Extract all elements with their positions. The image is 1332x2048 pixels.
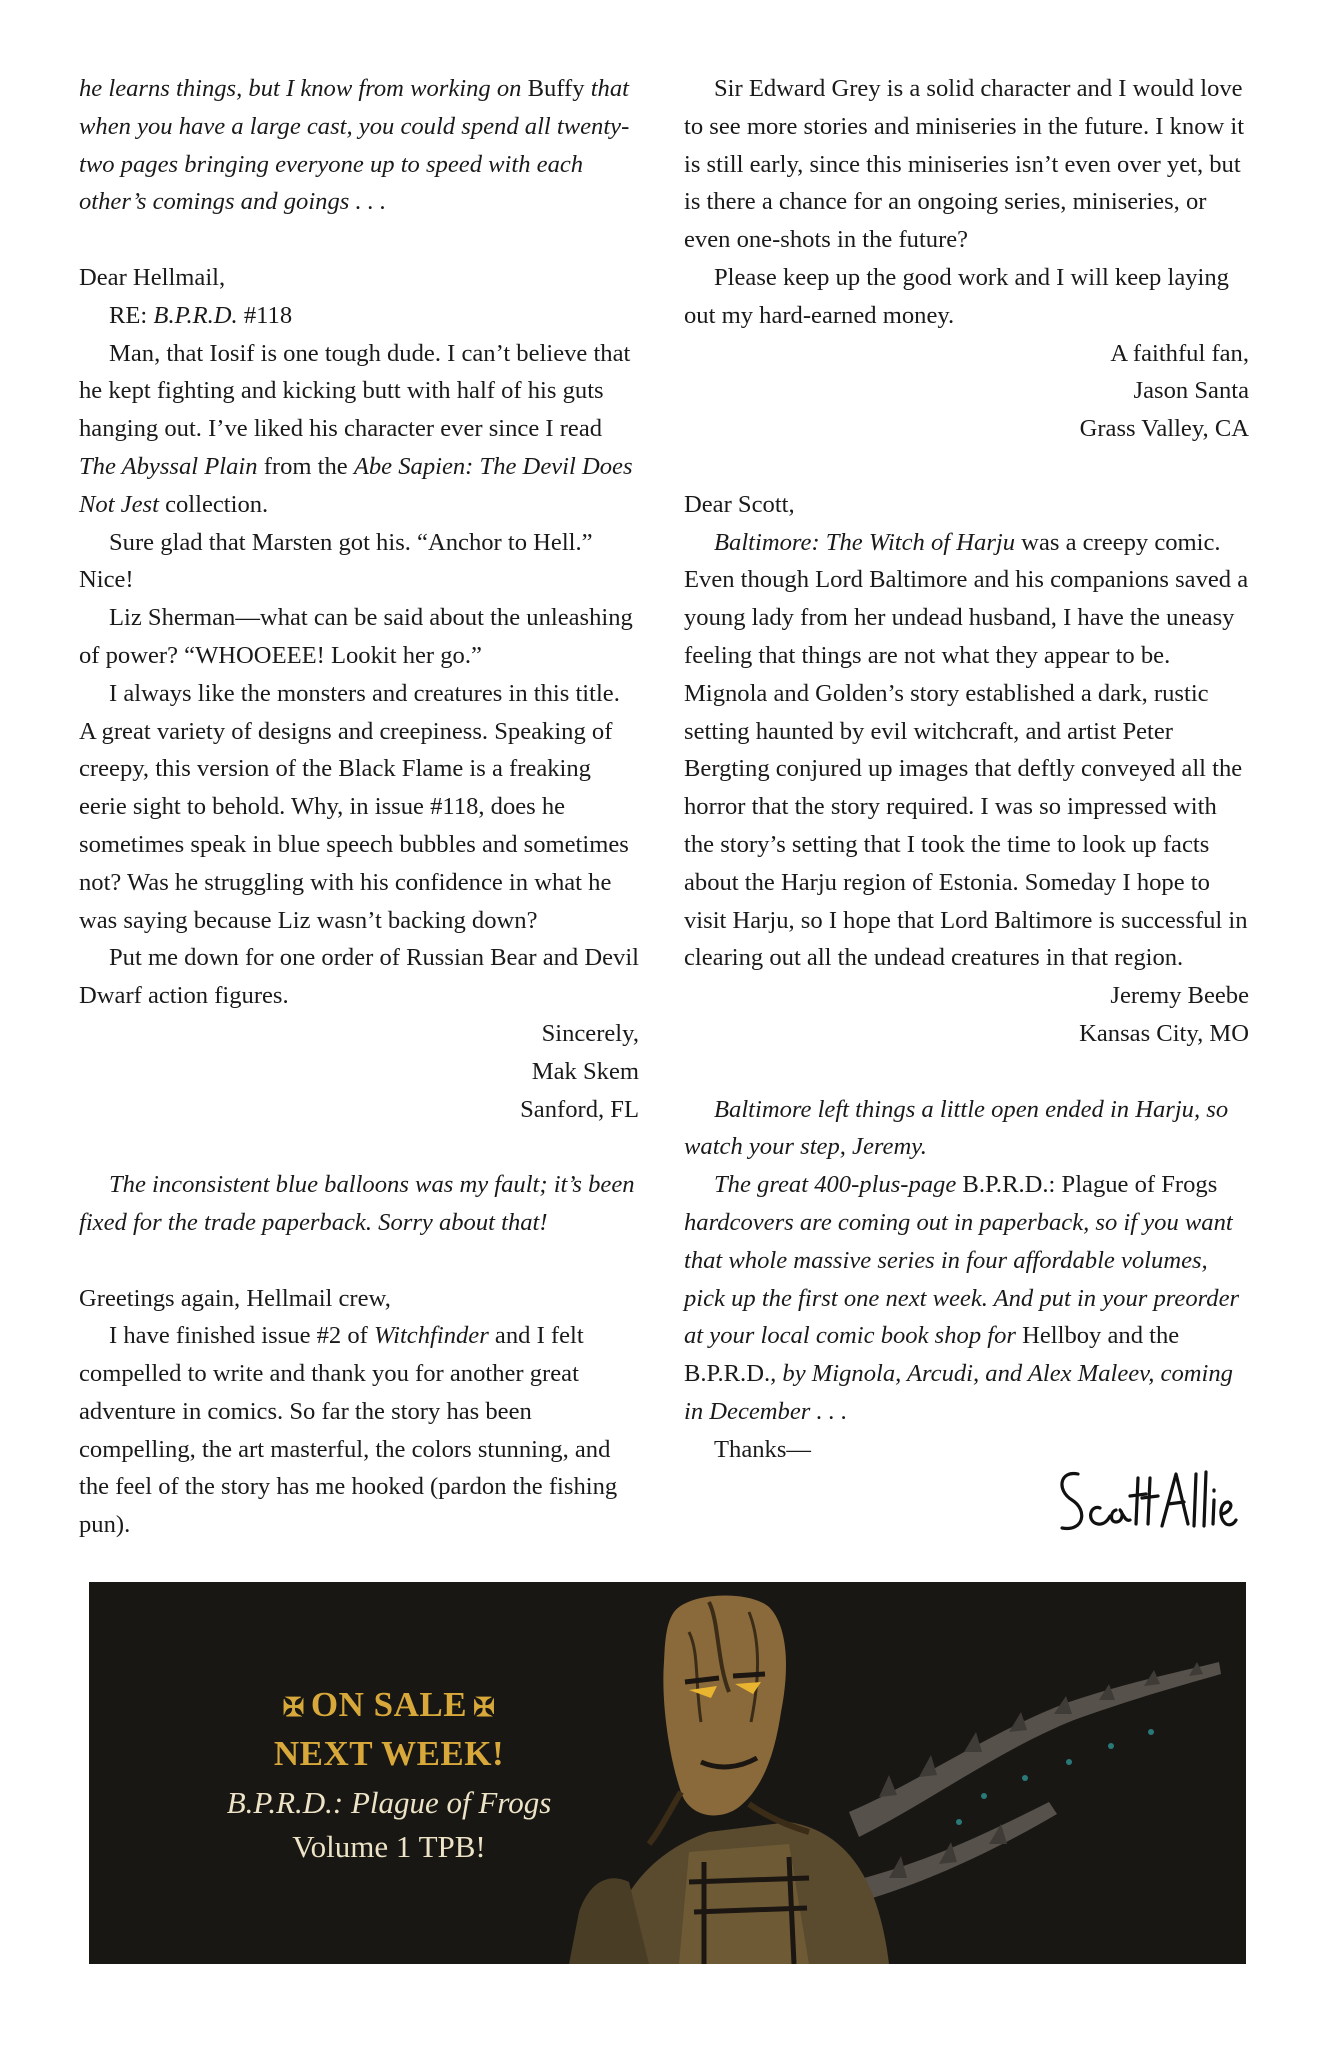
letter3-author-name: Jeremy Beebe	[1110, 982, 1249, 1010]
letter1-salutation: Dear Hellmail,	[79, 263, 226, 291]
letter1-author-location: Sanford, FL	[520, 1095, 639, 1123]
letter1-paragraph-1: Man, that Iosif is one tough dude. I can’t believe that he kept fighting and kicking butt with half of his guts hanging out. I’ve liked his character ever since I read The Abyssal Plain from the Abe Sapien: The Devil Does Not Jest collection.	[79, 339, 633, 518]
letter1-paragraph-5: Put me down for one order of Russian Bear and Devil Dwarf action figures.	[79, 944, 640, 1010]
letter1-paragraph-2: Sure glad that Marsten got his. “Anchor to Hell.” Nice!	[79, 528, 593, 594]
letter2-paragraph-2: Sir Edward Grey is a solid character and I would love to see more stories and miniseries in the future. I know it is still early, since this miniseries isn’t even over yet, but is there a chance for an ongoing series, miniseries, or even one-shots in the future?	[684, 75, 1245, 254]
editor-reply-1: he learns things, but I know from working on Buffy that when you have a large cast, you could spend all twenty-two pages bringing everyone up to speed with each other’s comings and goings . . .	[79, 75, 630, 216]
letter2-salutation: Greetings again, Hellmail crew,	[79, 1284, 391, 1312]
letter2-author-location: Grass Valley, CA	[1079, 415, 1249, 443]
letter1-paragraph-4: I always like the monsters and creatures in this title. A great variety of designs and creepiness. Speaking of creepy, this version of the Black Flame is a freaking eerie sight to behold. Why, in issue #118, does he sometimes speak in blue speech bubbles and sometimes not? Was he struggling with his confidence in what he was saying because Liz wasn’t backing down?	[79, 679, 629, 934]
promo-text	[179, 1682, 599, 1869]
promo-line-on-sale: ✠ ON SALE ✠	[282, 1685, 496, 1724]
letter1-author-name: Mak Skem	[531, 1057, 639, 1085]
left-column	[79, 70, 639, 1544]
letter1-paragraph-3: Liz Sherman—what can be said about the unleashing of power? “WHOOEEE! Lookit her go.”	[79, 604, 633, 669]
editor-reply-3-paragraph-2: The great 400-plus-page B.P.R.D.: Plague of Frogs hardcovers are coming out in paperback, so if you want that whole massive series in four affordable volumes, pick up the first one next week. And put in your preorder at your local comic book shop for Hellboy and the B.P.R.D., by Mignola, Arcudi, and Alex Maleev, coming in December . . .	[684, 1171, 1240, 1425]
promo-banner	[89, 1582, 1246, 1964]
maltese-cross-icon: ✠	[473, 1693, 496, 1722]
letter2-closing: A faithful fan,	[1110, 339, 1249, 367]
promo-line-title: B.P.R.D.: Plague of Frogs	[226, 1785, 552, 1820]
letter2-author-name: Jason Santa	[1133, 377, 1249, 405]
letter1-re-line: RE: B.P.R.D. #118	[109, 301, 293, 329]
letter3-paragraph-1: Baltimore: The Witch of Harju was a creepy comic. Even though Lord Baltimore and his companions saved a young lady from her undead husband, I have the uneasy feeling that things are not what they appear to be. Mignola and Golden’s story established a dark, rustic setting haunted by evil witchcraft, and artist Peter Bergting conjured up images that deftly conveyed all the horror that the story required. I was so impressed with the story’s setting that I took the time to look up facts about the Harju region of Estonia. Someday I hope to visit Harju, so I hope that Lord Baltimore is successful in clearing out all the undead creatures in that region.	[684, 528, 1249, 972]
letter3-salutation: Dear Scott,	[684, 490, 795, 518]
editor-thanks: Thanks—	[714, 1435, 811, 1463]
letter2-paragraph-1: I have finished issue #2 of Witchfinder and I felt compelled to write and thank you for another great adventure in comics. So far the story has been compelling, the art masterful, the colors stunning, and the feel of the story has me hooked (pardon the fishing pun).	[79, 1322, 618, 1539]
letter1-closing: Sincerely,	[541, 1019, 639, 1047]
editor-signature	[1050, 1460, 1240, 1555]
promo-line-next-week: NEXT WEEK!	[273, 1734, 505, 1773]
promo-line-volume: Volume 1 TPB!	[292, 1829, 486, 1864]
title-buffy: Buffy	[527, 75, 585, 102]
right-column	[684, 70, 1249, 1468]
letter3-author-location: Kansas City, MO	[1079, 1019, 1249, 1047]
editor-reply-2: The inconsistent blue balloons was my fault; it’s been fixed for the trade paperback. Sorry about that!	[79, 1171, 635, 1236]
letter2-paragraph-3: Please keep up the good work and I will keep laying out my hard-earned money.	[684, 263, 1229, 329]
editor-reply-3-paragraph-1: Baltimore left things a little open ended in Harju, so watch your step, Jeremy.	[684, 1095, 1229, 1161]
maltese-cross-icon: ✠	[282, 1693, 305, 1722]
